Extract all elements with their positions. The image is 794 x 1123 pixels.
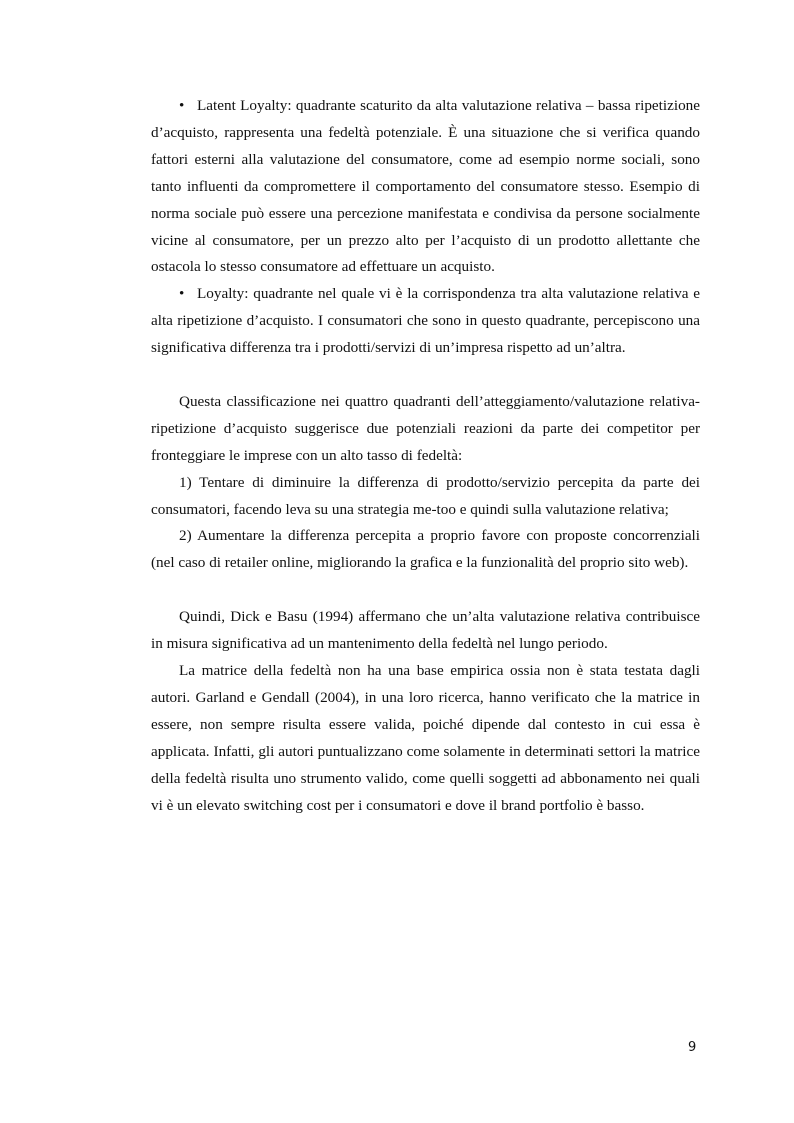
bullet-loyalty <box>151 281 700 362</box>
list-item-2: 2) Aumentare la differenza percepita a proprio favore con proposte concorrenziali (nel caso di retailer online, migliorando la grafica e la funzionalità del proprio sito web). <box>151 527 700 572</box>
bullet-icon: • <box>179 97 185 114</box>
paragraph-spacer <box>151 577 700 604</box>
page-number: 9 <box>688 1040 697 1055</box>
paragraph-classification: Questa classificazione nei quattro quadranti dell’atteggiamento/valutazione relativa-ripetizione d’acquisto suggerisce due potenziali reazioni da parte dei competitor per fronteggiare le imprese con un alto tasso di fedeltà: <box>151 392 700 464</box>
document-body <box>151 93 700 819</box>
list-item-1: 1) Tentare di diminuire la differenza di prodotto/servizio percepita da parte dei consumatori, facendo leva su una strategia me-too e quindi sulla valutazione relativa; <box>151 473 700 518</box>
bullet-icon: • <box>179 285 185 303</box>
bullet-text: Loyalty: quadrante nel quale vi è la corrispondenza tra alta valutazione relativa e alta ripetizione d’acquisto. I consumatori che sono in questo quadrante, percepiscono una significativa differenza tra i prodotti/servizi di un’impresa rispetto ad un’altra. <box>151 285 700 357</box>
paragraph-dick-basu: Quindi, Dick e Basu (1994) affermano che un’alta valutazione relativa contribuisce in misura significativa ad un mantenimento della fedeltà nel lungo periodo. <box>151 608 700 653</box>
paragraph-matrix: La matrice della fedeltà non ha una base empirica ossia non è stata testata dagli autori. Garland e Gendall (2004), in una loro ricerca, hanno verificato che la matrice in essere, non sempre risulta essere valida, poiché dipende dal contesto in cui essa è applicata. Infatti, gli autori puntualizzano come solamente in determinati settori la matrice della fedeltà risulta uno strumento valido, come quelli soggetti ad abbonamento nei quali vi è un elevato switching cost per i consumatori e dove il brand portfolio è basso. <box>151 662 700 814</box>
bullet-text: Latent Loyalty: quadrante scaturito da alta valutazione relativa – bassa ripetizione d’acquisto, rappresenta una fedeltà potenziale. È una situazione che si verifica quando fattori esterni alla valutazione del consumatore, come ad esempio norme sociali, sono tanto influenti da compromettere il comportamento del consumatore stesso. Esempio di norma sociale può essere una percezione manifestata e condivisa da persone socialmente vicine al consumatore, per un prezzo alto per l’acquisto di un prodotto allettante che ostacola lo stesso consumatore ad effettuare un acquisto. <box>151 97 700 276</box>
bullet-latent-loyalty <box>151 93 700 281</box>
paragraph-spacer <box>151 362 700 389</box>
